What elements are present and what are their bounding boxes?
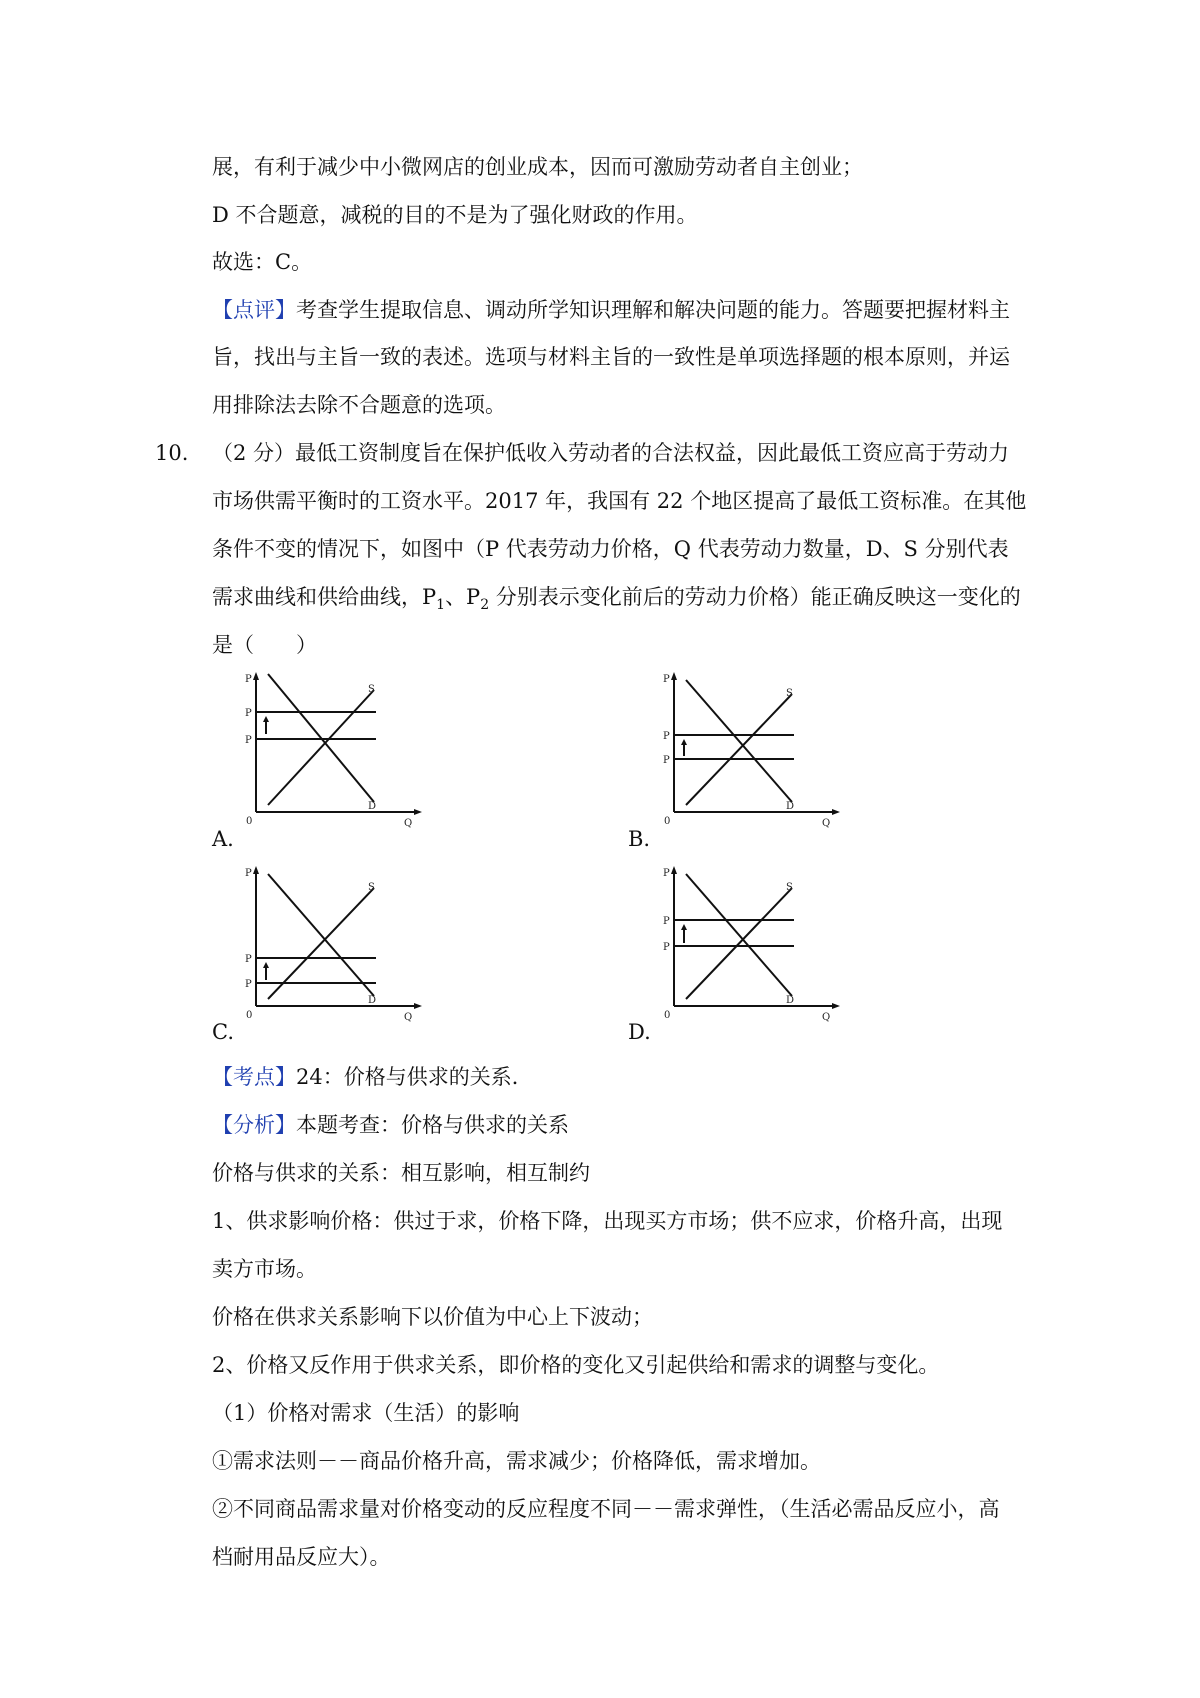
s-label: S bbox=[368, 684, 375, 695]
option-c-label[interactable]: C. bbox=[212, 1020, 234, 1044]
comment-line-3: 用排除法去除不合题意的选项。 bbox=[212, 393, 506, 417]
analysis-line-3: 卖方市场。 bbox=[212, 1257, 317, 1281]
demand-curve bbox=[686, 874, 792, 996]
p2-label: P bbox=[245, 708, 252, 719]
option-a-label[interactable]: A. bbox=[212, 827, 234, 851]
origin-label: 0 bbox=[246, 1010, 253, 1021]
demand-curve bbox=[686, 680, 792, 802]
analysis-line-6: （1）价格对需求（生活）的影响 bbox=[212, 1401, 520, 1425]
comment-text-1: 考查学生提取信息、调动所学知识理解和解决问题的能力。答题要把握材料主 bbox=[296, 298, 1010, 322]
demand-curve bbox=[268, 874, 374, 996]
kaodian-text: 24：价格与供求的关系． bbox=[296, 1065, 533, 1089]
supply-curve bbox=[686, 694, 792, 805]
d-label: D bbox=[368, 995, 377, 1006]
graph-d[interactable] bbox=[662, 866, 842, 1036]
fenxi-text: 本题考查：价格与供求的关系 bbox=[296, 1113, 569, 1137]
origin-label: 0 bbox=[664, 1010, 671, 1021]
graph-a[interactable] bbox=[244, 672, 424, 842]
analysis-line-8: ②不同商品需求量对价格变动的反应程度不同－－需求弹性，（生活必需品反应小，高 bbox=[212, 1497, 1000, 1521]
analysis-line-9: 档耐用品反应大）。 bbox=[212, 1545, 391, 1569]
q-axis-label: Q bbox=[404, 1012, 413, 1023]
prev-answer-line-2: D 不合题意，减税的目的不是为了强化财政的作用。 bbox=[212, 203, 698, 227]
analysis-line-4: 价格在供求关系影响下以价值为中心上下波动； bbox=[212, 1305, 653, 1329]
comment-line-2: 旨，找出与主旨一致的表述。选项与材料主旨的一致性是单项选择题的根本原则，并运 bbox=[212, 345, 1010, 369]
option-b-label[interactable]: B. bbox=[628, 827, 651, 851]
s-label: S bbox=[786, 688, 793, 699]
q-l4-c: 分别表示变化前后的劳动力价格）能正确反映这一变化的 bbox=[489, 585, 1021, 609]
supply-curve bbox=[268, 690, 374, 805]
question-line-3: 条件不变的情况下，如图中（P 代表劳动力价格，Q 代表劳动力数量，D、S 分别代表 bbox=[212, 537, 1009, 561]
kaodian-line bbox=[212, 1062, 533, 1092]
p-axis-label: P bbox=[663, 674, 670, 685]
q-axis-label: Q bbox=[822, 818, 831, 829]
d-label: D bbox=[786, 801, 795, 812]
supply-curve bbox=[686, 888, 792, 999]
q-l4-a: 需求曲线和供给曲线，P bbox=[212, 585, 437, 609]
question-number: 10. bbox=[155, 441, 189, 465]
p2-label: P bbox=[663, 731, 670, 742]
analysis-line-5: 2、价格又反作用于供求关系，即价格的变化又引起供给和需求的调整与变化。 bbox=[212, 1353, 940, 1377]
option-d-label[interactable]: D. bbox=[628, 1020, 651, 1044]
q-l4-sub1: 1 bbox=[436, 597, 446, 614]
comment-line-1 bbox=[212, 295, 1010, 325]
p1-label: P bbox=[663, 942, 670, 953]
q-l4-b: 、P bbox=[445, 585, 481, 609]
q-axis-label: Q bbox=[404, 818, 413, 829]
prev-answer-line-1: 展，有利于减少中小微网店的创业成本，因而可激励劳动者自主创业； bbox=[212, 155, 863, 179]
p1-label: P bbox=[245, 735, 252, 746]
p1-label: P bbox=[245, 979, 252, 990]
question-line-2: 市场供需平衡时的工资水平。2017 年，我国有 22 个地区提高了最低工资标准。在其他 bbox=[212, 489, 1027, 513]
graph-b[interactable] bbox=[662, 672, 842, 842]
analysis-line-7: ①需求法则－－商品价格升高，需求减少；价格降低，需求增加。 bbox=[212, 1449, 821, 1473]
d-label: D bbox=[368, 801, 377, 812]
graph-c[interactable] bbox=[244, 866, 424, 1036]
p-axis-label: P bbox=[245, 868, 252, 879]
q-l4-sub2: 2 bbox=[480, 597, 490, 614]
origin-label: 0 bbox=[664, 816, 671, 827]
p2-label: P bbox=[245, 954, 252, 965]
s-label: S bbox=[368, 882, 375, 893]
question-line-5: 是（ ） bbox=[212, 633, 317, 657]
fenxi-tag: 【分析】 bbox=[212, 1113, 296, 1137]
kaodian-tag: 【考点】 bbox=[212, 1065, 296, 1089]
s-label: S bbox=[786, 882, 793, 893]
q-axis-label: Q bbox=[822, 1012, 831, 1023]
p2-label: P bbox=[663, 916, 670, 927]
analysis-line-1: 价格与供求的关系：相互影响，相互制约 bbox=[212, 1161, 590, 1185]
comment-tag: 【点评】 bbox=[212, 298, 296, 322]
fenxi-line bbox=[212, 1110, 569, 1140]
analysis-line-2: 1、供求影响价格：供过于求，价格下降，出现买方市场；供不应求，价格升高，出现 bbox=[212, 1209, 1003, 1233]
d-label: D bbox=[786, 995, 795, 1006]
p-axis-label: P bbox=[245, 674, 252, 685]
origin-label: 0 bbox=[246, 816, 253, 827]
question-line-4 bbox=[212, 582, 1021, 620]
p-axis-label: P bbox=[663, 868, 670, 879]
question-line-1: （2 分）最低工资制度旨在保护低收入劳动者的合法权益，因此最低工资应高于劳动力 bbox=[212, 441, 1010, 465]
p1-label: P bbox=[663, 755, 670, 766]
prev-answer-choice: 故选：C。 bbox=[212, 250, 313, 274]
